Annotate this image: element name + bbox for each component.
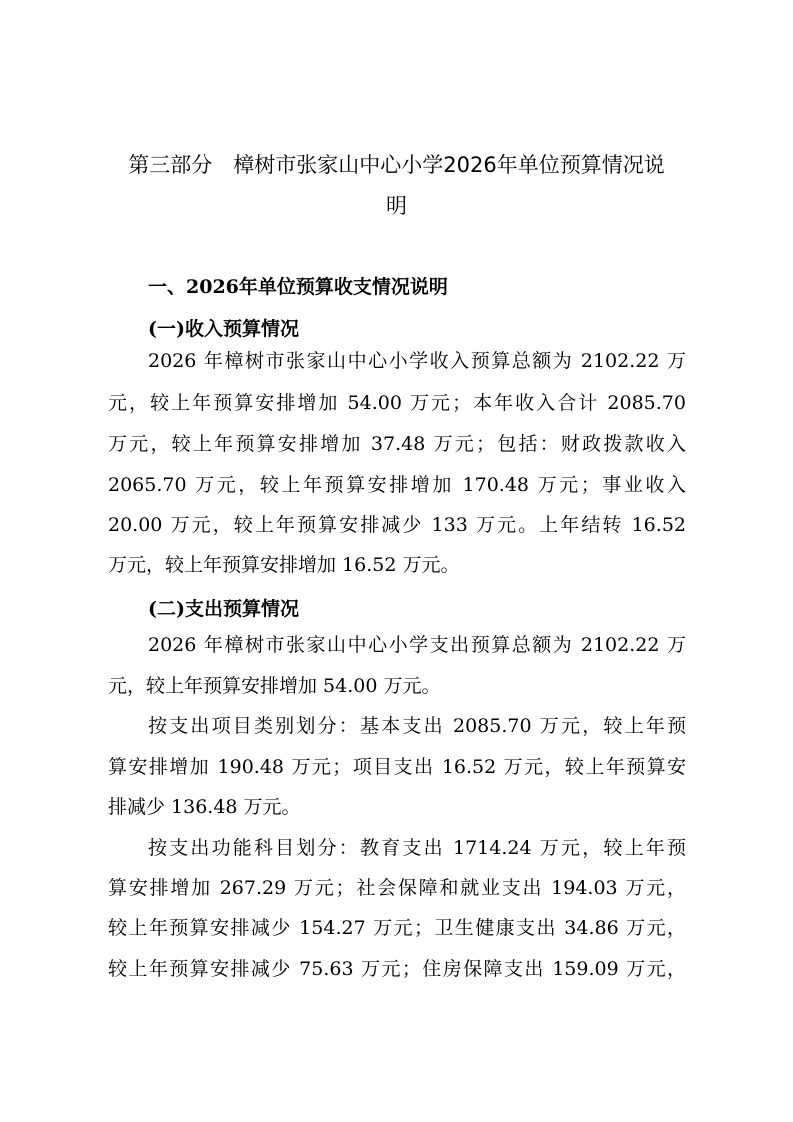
paragraph-line: 较上年预算安排减少 75.63 万元；住房保障支出 159.09 万元， [108,958,686,980]
subsection-heading-expense: (二)支出预算情况 [148,598,299,620]
paragraph-line: 按支出功能科目划分：教育支出 1714.24 万元，较上年预 [148,837,686,859]
section-heading-budget-overview: 一、2026年单位预算收支情况说明 [148,276,448,298]
paragraph-line: 按支出项目类别划分：基本支出 2085.70 万元，较上年预 [148,715,686,737]
paragraph-line: 20.00 万元，较上年预算安排减少 133 万元。上年结转 16.52 [108,514,686,536]
paragraph-line: 算安排增加 190.48 万元；项目支出 16.52 万元，较上年预算安 [108,756,686,778]
page-title: 第三部分 樟树市张家山中心小学2026年单位预算情况说 [128,153,665,177]
paragraph-line: 万元，较上年预算安排增加 16.52 万元。 [108,554,460,576]
paragraph-line: 2026 年樟树市张家山中心小学收入预算总额为 2102.22 万 [148,350,686,372]
paragraph-line: 万元，较上年预算安排增加 37.48 万元；包括：财政拨款收入 [108,433,686,455]
paragraph-line: 2065.70 万元，较上年预算安排增加 170.48 万元；事业收入 [108,474,686,496]
page-title-continuation: 明 [386,194,407,218]
paragraph-line: 较上年预算安排减少 154.27 万元；卫生健康支出 34.86 万元， [108,917,686,939]
subsection-heading-income: (一)收入预算情况 [148,318,299,340]
paragraph-line: 排减少 136.48 万元。 [108,796,301,818]
paragraph-line: 元，较上年预算安排增加 54.00 万元；本年收入合计 2085.70 [108,392,686,414]
paragraph-line: 算安排增加 267.29 万元；社会保障和就业支出 194.03 万元， [108,877,686,899]
paragraph-line: 元，较上年预算安排增加 54.00 万元。 [108,675,441,697]
paragraph-line: 2026 年樟树市张家山中心小学支出预算总额为 2102.22 万 [148,634,686,656]
